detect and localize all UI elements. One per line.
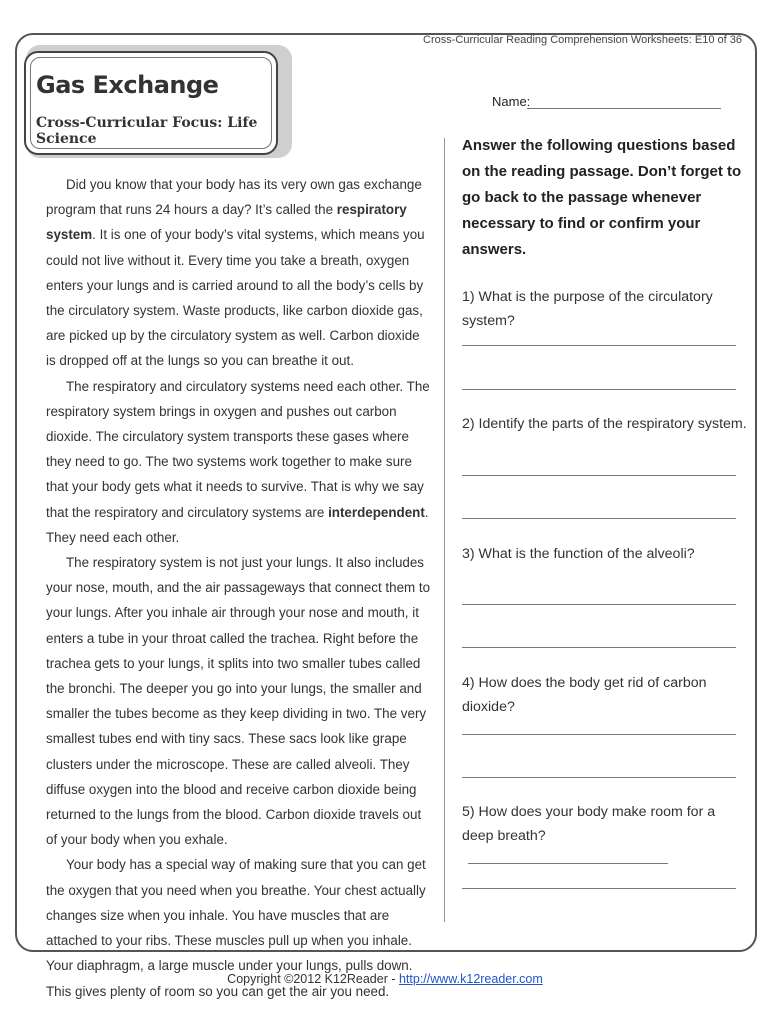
- question-5: [462, 800, 732, 872]
- passage-text: Did you know that your body has its very own gas exchange program that runs 24 hours a day? It’s called the: [46, 177, 422, 218]
- question-4: 4) How does the body get rid of carbon dioxide?: [462, 675, 707, 715]
- page-title: Gas Exchange: [36, 71, 219, 99]
- question-3: 3) What is the function of the alveoli?: [462, 546, 695, 562]
- footer: [0, 972, 770, 986]
- name-field-line[interactable]: [527, 108, 721, 109]
- instructions: Answer the following questions based on the reading passage. Don’t forget to go back to the passage whenever necessary to find or confirm your answers.: [462, 137, 742, 258]
- question-5-text: 5) How does your body make room for a deep breath?: [462, 804, 716, 844]
- answer-line[interactable]: [462, 345, 736, 346]
- reading-passage: [46, 172, 432, 1004]
- page-subtitle: Cross-Curricular Focus: Life Science: [36, 115, 258, 147]
- passage-text: . They need each other.: [46, 504, 429, 545]
- question-2: 2) Identify the parts of the respiratory system.: [462, 416, 747, 432]
- answer-line-inline[interactable]: [468, 862, 668, 864]
- copyright-text: Copyright ©2012 K12Reader -: [227, 972, 399, 986]
- answer-line[interactable]: [462, 604, 736, 605]
- passage-paragraph-3: The respiratory system is not just your lungs. It also includes your nose, mouth, and the air passageways that connect them to your lungs. After you inhale air through your nose and mouth, it enters a tube in your throat called the trachea. Right before the trachea gets to your lungs, it splits into two smaller tubes called the bronchi. The deeper you go into your lungs, the smaller and smaller the tubes become as they keep dividing in two. The very smallest tubes end with tiny sacs. These sacs look like grape clusters under the microscope. These are called alveoli. They diffuse oxygen into the blood and receive carbon dioxide being returned to the lungs from the blood. Carbon dioxide travels out of your body when you exhale.: [46, 555, 431, 848]
- answer-line[interactable]: [462, 475, 736, 476]
- worksheet-series-note: Cross-Curricular Reading Comprehension Worksheets: E10 of 36: [423, 34, 742, 46]
- passage-paragraph-1: [46, 172, 432, 374]
- answer-line[interactable]: [462, 647, 736, 648]
- answer-line[interactable]: [462, 389, 736, 390]
- answer-line[interactable]: [462, 777, 736, 778]
- question-1: 1) What is the purpose of the circulatory system?: [462, 289, 713, 329]
- answer-line[interactable]: [462, 888, 736, 889]
- passage-text: The respiratory and circulatory systems need each other. The respiratory system brings in oxygen and pushes out carbon dioxide. The circulatory system transports these gases where they need to go. The two systems work together to make sure that your body gets what it needs to survive. That is why we say that the respiratory and circulatory systems are: [46, 378, 430, 520]
- title-box: [24, 51, 278, 155]
- passage-text: . It is one of your body’s vital systems, which means you could not live without it. Every time you take a breath, oxygen enters your lungs and is carried around to all the body’s cells by the circulatory system. Waste products, like carbon dioxide gas, are picked up by the circulatory system as well. Carbon dioxide is dropped off at the lungs so you can breathe it out.: [46, 227, 425, 369]
- answer-line[interactable]: [462, 518, 736, 519]
- column-divider: [444, 138, 445, 922]
- answer-line[interactable]: [462, 734, 736, 735]
- passage-paragraph-4: Your body has a special way of making sure that you can get the oxygen that you need when you breathe. Your chest actually changes size when you inhale. You have muscles that are attached to your ribs. These muscles pull up when you inhale. Your diaphragm, a large muscle under your lungs, pulls down. This gives plenty of room so you can get the air you need.: [46, 857, 426, 999]
- k12reader-link[interactable]: http://www.k12reader.com: [398, 972, 543, 986]
- passage-paragraph-2: [46, 374, 432, 550]
- passage-bold-term: respiratory system: [46, 202, 407, 243]
- name-label: Name:: [492, 94, 531, 109]
- passage-bold-term: interdependent: [328, 504, 425, 520]
